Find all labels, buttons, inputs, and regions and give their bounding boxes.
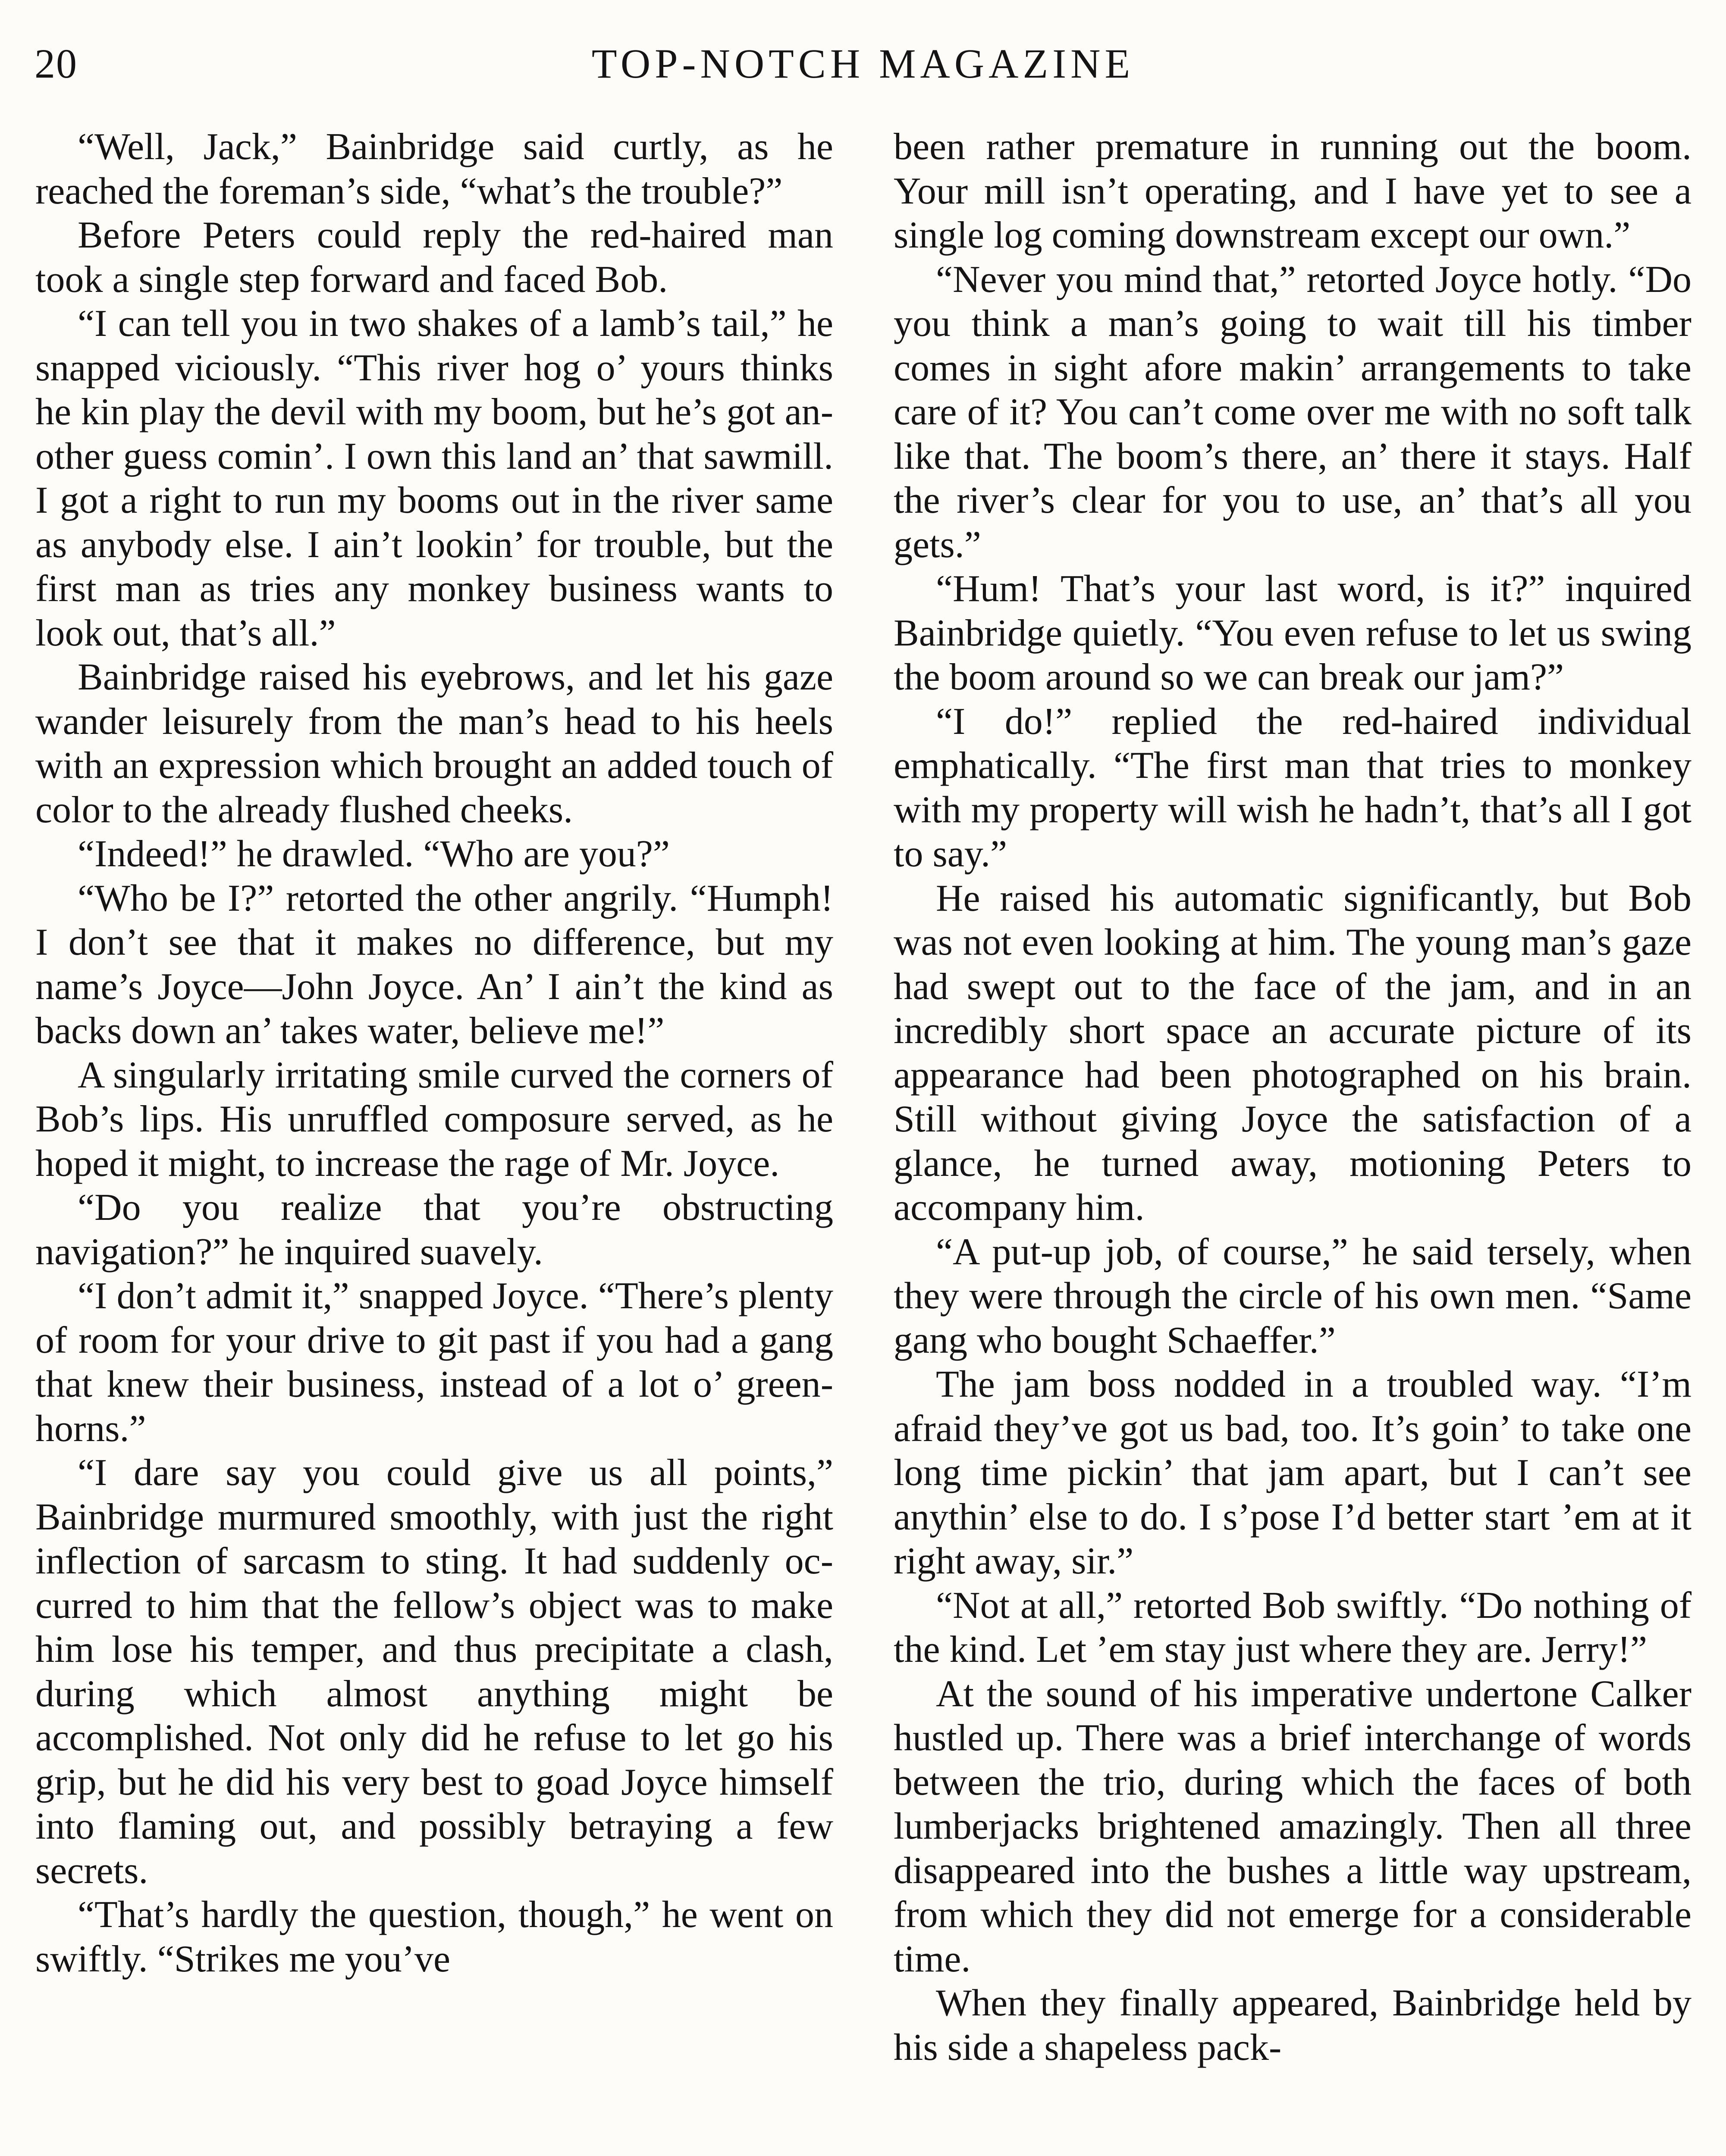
page-header — [0, 38, 1726, 90]
paragraph: When they finally appeared, Bainbridge held by his side a shapeless pack- — [894, 1982, 1691, 2068]
paragraph: “I dare say you could give us all points,” Bainbridge murmured smoothly, with just the right inflection of sarcasm to sting. It had suddenly occurred to him that the fellow’s object was to make him lose his temper, and thus precipitate a clash, during which almost anything might be accomplished. Not only did he refuse to let go his grip, but he did his very best to goad Joyce himself into flaming out, and possibly betraying a few secrets. — [35, 1452, 833, 1892]
paragraph: “That’s hardly the question, though,” he went on swiftly. “Strikes me you’ve — [35, 1894, 833, 1980]
paragraph: “I can tell you in two shakes of a lamb’s tail,” he snapped viciously. “This river hog o’ yours thinks he kin play the devil with my boom, but he’s got another guess comin’. I own this land an’ that sawmill. I got a right to run my booms out in the river same as anybody else. I ain’t lookin’ for trouble, but the first man as tries any monkey business wants to look out, that’s all.” — [35, 303, 833, 654]
left-column — [35, 125, 833, 1981]
paragraph: He raised his automatic significantly, but Bob was not even looking at him. The young man’s gaze had swept out to the face of the jam, and in an incredibly short space an accurate picture of its appearance had been photographed on his brain. Still without giving Joyce the satisfaction of a glance, he turned away, motioning Peters to accompany him. — [894, 877, 1691, 1228]
page-number: 20 — [35, 41, 78, 87]
paragraph-continued: been rather premature in running out the boom. Your mill isn’t operating, and I have yet to see a single log coming downstream except our own.” — [894, 126, 1691, 256]
paragraph: The jam boss nodded in a troubled way. “I’m afraid they’ve got us bad, too. It’s goin’ to take one long time pickin’ that jam apart, but I can’t see anythin’ else to do. I s’pose I’d better start ’em at it right away, sir.” — [894, 1363, 1691, 1582]
paragraph: “Do you realize that you’re obstructing navigation?” he inquired suavely. — [35, 1187, 833, 1273]
magazine-title: TOP-NOTCH MAGAZINE — [591, 41, 1135, 87]
paragraph: “Not at all,” retorted Bob swiftly. “Do nothing of the kind. Let ’em stay just where they are. Jerry!” — [894, 1584, 1691, 1670]
paragraph: “Hum! That’s your last word, is it?” inquired Bainbridge quietly. “You even refuse to let us swing the boom around so we can break our jam?” — [894, 568, 1691, 698]
paragraph: “Who be I?” retorted the other angrily. “Humph! I don’t see that it makes no difference, but my name’s Joyce—John Joyce. An’ I ain’t the kind as backs down an’ takes water, believe me!” — [35, 877, 833, 1052]
paragraph: Bainbridge raised his eyebrows, and let his gaze wander leisurely from the man’s head to his heels with an expression which brought an added touch of color to the already flushed cheeks. — [35, 656, 833, 831]
paragraph: “A put-up job, of course,” he said tersely, when they were through the circle of his own men. “Same gang who bought Schaeffer.” — [894, 1231, 1691, 1361]
paragraph: Before Peters could reply the red-haired man took a single step forward and faced Bob. — [35, 214, 833, 301]
paragraph: “I do!” replied the red-haired individual emphatically. “The first man that tries to monkey with my property will wish he hadn’t, that’s all I got to say.” — [894, 700, 1691, 875]
paragraph: “Well, Jack,” Bainbridge said curtly, as he reached the foreman’s side, “what’s the trouble?” — [35, 126, 833, 212]
paragraph: At the sound of his imperative undertone Calker hustled up. There was a brief interchange of words between the trio, during which the faces of both lumberjacks brightened amazingly. Then all three disappeared into the bushes a little way upstream, from which they did not emerge for a considerable time. — [894, 1673, 1691, 1980]
paragraph: “I don’t admit it,” snapped Joyce. “There’s plenty of room for your drive to git past if you had a gang that knew their business, instead of a lot o’ greenhorns.” — [35, 1275, 833, 1450]
paragraph: “Never you mind that,” retorted Joyce hotly. “Do you think a man’s going to wait till his timber comes in sight afore makin’ arrangements to take care of it? You can’t come over me with no soft talk like that. The boom’s there, an’ there it stays. Half the river’s clear for you to use, an’ that’s all you gets.” — [894, 258, 1691, 566]
paragraph: “Indeed!” he drawled. “Who are you?” — [78, 833, 670, 875]
right-column — [894, 125, 1691, 2070]
paragraph: A singularly irritating smile curved the corners of Bob’s lips. His unruffled composure served, as he hoped it might, to increase the rage of Mr. Joyce. — [35, 1054, 833, 1185]
